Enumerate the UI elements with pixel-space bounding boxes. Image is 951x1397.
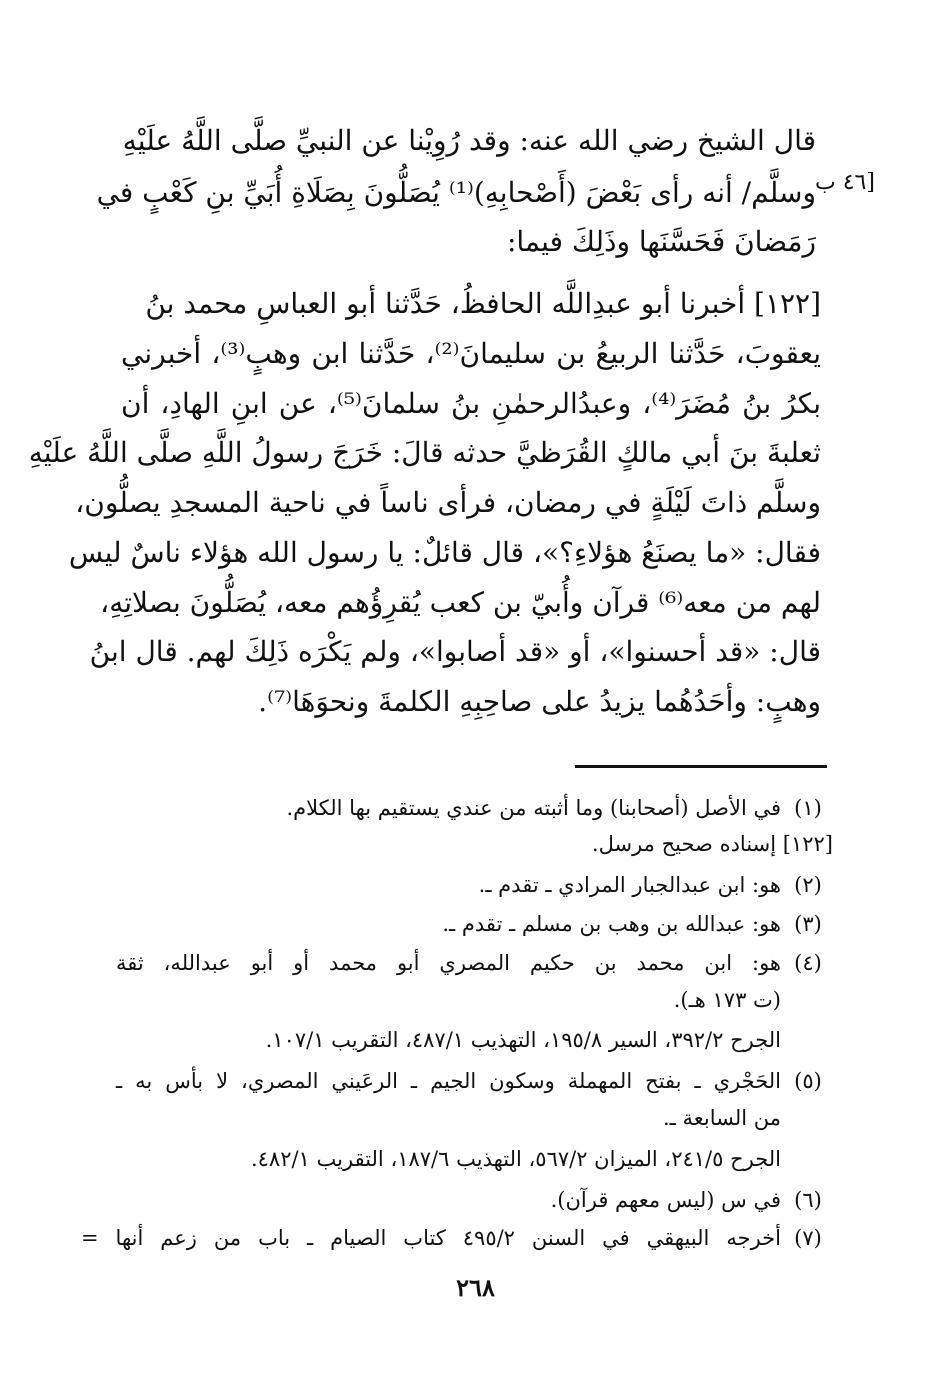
- margin-folio-reference: [٤٦ ب: [815, 170, 875, 195]
- intro-line-1: قال الشيخ رضي الله عنه: وقد رُوِيْنا عن النبيِّ صلَّى اللَّهُ علَيْهِ: [122, 124, 816, 157]
- isnad-note: [0, 826, 951, 862]
- footnote-number: (٦): [794, 1188, 822, 1212]
- footnote-text: من السابعة ـ.: [662, 1106, 781, 1130]
- footnote-separator: [575, 765, 827, 768]
- hadith-line-8: قال: «قد أحسنوا»، أو «قد أصابوا»، ولم يَكْرَه ذَلِكَ لهم. قال ابنُ: [89, 635, 821, 668]
- footnote-text: الجرح ٣٩٢/٢، السير ١٩٥/٨، التهذيب ٤٨٧/١، التقريب ١٠٧/١.: [265, 1028, 781, 1052]
- footnote-text: [١٢٢] إسناده صحيح مرسل.: [591, 832, 833, 856]
- footnote-6: [0, 1182, 951, 1218]
- page-number: ٢٦٨: [456, 1273, 495, 1302]
- footnote-text: هو: عبدالله بن وهب بن مسلم ـ تقدم ـ.: [442, 912, 781, 936]
- footnote-text: أخرجه البيهقي في السنن ٤٩٥/٢ كتاب الصيام ـ باب من زعم أنها =: [81, 1226, 781, 1250]
- footnote-4-line-3: [0, 1022, 951, 1058]
- footnote-4: [0, 945, 951, 981]
- footnote-text: في الأصل (أصحابنا) وما أثبته من عندي يستقيم بها الكلام.: [286, 796, 781, 820]
- footnote-text: هو: ابن عبدالجبار المرادي ـ تقدم ـ.: [478, 873, 781, 897]
- footnote-1: [0, 790, 951, 826]
- footnote-text: في س (ليس معهم قرآن).: [550, 1188, 781, 1212]
- footnote-number: (٥): [794, 1069, 822, 1093]
- footnote-text: (ت ١٧٣ هـ).: [673, 988, 781, 1012]
- hadith-line-1: [١٢٢] أخبرنا أبو عبدِاللَّه الحافظُ، حَدَّثنا أبو العباسِ محمد بنُ: [145, 287, 821, 320]
- hadith-line-7: لهم من معه⁽⁶⁾ قرآن وأُبيّ بن كعب يُقرِؤُهم معه، يُصَلُّونَ بصلاتِهِ،: [100, 586, 821, 619]
- footnote-4-line-2: [0, 982, 951, 1018]
- hadith-line-4: ثعلبةَ بنَ أبي مالكٍ القُرَظيَّ حدثه قالَ: خَرَجَ رسولُ اللَّهِ صلَّى اللَّهُ علَيْهِ: [28, 436, 821, 469]
- intro-line-3: رَمَضانَ فَحَسَّنَها وذَلِكَ فيما:: [506, 225, 816, 258]
- footnote-5: [0, 1063, 951, 1099]
- hadith-line-6: فقال: «ما يصنَعُ هؤلاءِ؟»، قال قائلٌ: يا رسول الله هؤلاء ناسٌ ليس: [68, 536, 821, 569]
- footnote-7: [0, 1220, 951, 1256]
- footnote-text: الجرح ٢٤١/٥، الميزان ٥٦٧/٢، التهذيب ١٨٧/٦، التقريب ٤٨٢/١.: [250, 1147, 781, 1171]
- footnote-number: (٣): [794, 912, 822, 936]
- hadith-line-9: وهبٍ: وأحَدُهُما يزيدُ على صاحِبِهِ الكلمةَ ونحوَهَا⁽⁷⁾.: [258, 685, 821, 718]
- hadith-line-3: بكرُ بنُ مُضَرَ⁽⁴⁾، وعبدُالرحمٰنِ بنُ سلمانَ⁽⁵⁾، عن ابنِ الهادِ، أن: [121, 387, 822, 420]
- footnote-number: (١): [794, 796, 822, 820]
- footnote-text: هو: ابن محمد بن حكيم المصري أبو محمد أو أبو عبدالله، ثقة: [116, 951, 781, 975]
- footnote-number: (٢): [794, 873, 822, 897]
- footnote-number: (٧): [794, 1226, 822, 1250]
- hadith-line-5: وسلَّم ذاتَ لَيْلَةٍ في رمضان، فرأى ناساً في ناحية المسجدِ يصلُّون،: [75, 486, 821, 519]
- footnote-3: [0, 906, 951, 942]
- footnote-number: (٤): [794, 951, 822, 975]
- footnote-5-line-2: [0, 1100, 951, 1136]
- hadith-line-2: يعقوبَ، حَدَّثنا الربيعُ بن سليمانَ⁽²⁾، حَدَّثنا ابن وهبٍ⁽³⁾، أخبرني: [121, 337, 821, 370]
- footnote-text: الحَجْري ـ بفتح المهملة وسكون الجيم ـ الرعَيني المصري، لا بأس به ـ: [116, 1069, 781, 1093]
- footnote-2: [0, 867, 951, 903]
- footnote-5-line-3: [0, 1141, 951, 1177]
- intro-line-2: وسلَّم/ أنه رأى بَعْضَ (أَصْحابِهِ)⁽¹⁾ يُصَلُّونَ بِصَلَاةِ أُبَيِّ بنِ كَعْبٍ في: [96, 176, 816, 209]
